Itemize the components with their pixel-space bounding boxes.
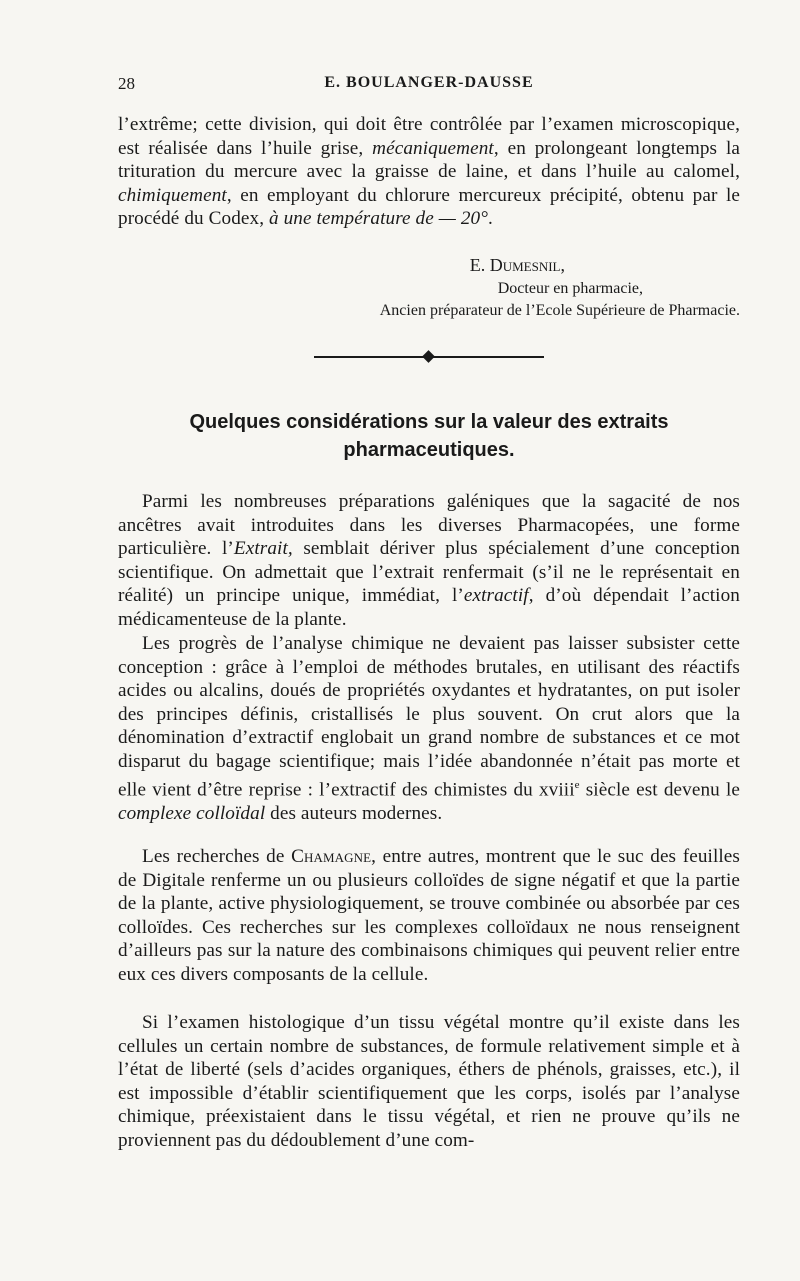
- intro-paragraph: l’extrême; cette division, qui doit être contrôlée par l’examen microscopique, est réalisée dans l’huile grise, mécaniquement, en prolongeant longtemps la trituration du mercure avec la graisse de laine, et dans l’huile au calomel, chimiquement, en employant du chlorure mercureux précipité, obtenu par le procédé du Codex, à une température de — 20°.: [118, 114, 740, 230]
- signature-block: [380, 254, 740, 322]
- author-name: E. Dumesnil,: [469, 255, 565, 275]
- paragraph-4: Si l’examen histologique d’un tissu végétal montre qu’il existe dans les cellules un certain nombre de substances, de formule relativement simple et à l’état de liberté (sels d’acides organiques, éthers de phénols, graisses, etc.), il est impossible d’établir scientifiquement que les corps, isolés par l’analyse chimique, préexistaient dans le tissu végétal, et rien ne prouve qu’ils ne proviennent pas du dédoublement d’une com-: [118, 1012, 740, 1151]
- section-divider: [314, 352, 544, 362]
- page-header: [118, 74, 740, 102]
- author-title: Docteur en pharmacie,: [497, 280, 643, 297]
- paragraph-1: Parmi les nombreuses préparations galéniques que la sagacité de nos ancêtres avait introduites dans les diverses Pharmacopées, une forme particulière. l’Extrait, semblait dériver plus spécialement d’une conception scientifique. On admettait que l’extrait renfermait (s’il ne le représentait en réalité) un principe unique, immédiat, l’extractif, d’où dépendait l’action médicamenteuse de la plante.: [118, 491, 741, 630]
- paragraph-3: Les recherches de Chamagne, entre autres, montrent que le suc des feuilles de Digitale renferme un ou plusieurs colloïdes de signe négatif et que la partie de la plante, active physiologiquement, se trouve combinée ou absorbée par ces colloïdes. Ces recherches sur les complexes colloïdaux ne nous renseignent d’ailleurs pas sur la nature des combinaisons chimiques qui peuvent relier entre eux ces divers composants de la cellule.: [118, 846, 740, 985]
- author-affiliation: Ancien préparateur de l’Ecole Supérieure de Pharmacie.: [379, 302, 740, 319]
- running-title: E. BOULANGER-DAUSSE: [324, 74, 534, 91]
- page-number: 28: [118, 74, 135, 93]
- divider-diamond-icon: [422, 350, 435, 363]
- author-reference: Chamagne: [291, 846, 372, 867]
- article-title: Quelques considérations sur la valeur des extraits pharmaceutiques.: [189, 411, 669, 461]
- paragraph-2: Les progrès de l’analyse chimique ne devaient pas laisser subsister cette conception : grâce à l’emploi de méthodes brutales, en utilisant des réactifs acides ou alcalins, doués de propriétés oxydantes et hydratantes, on put isoler des principes définis, cristallisés le plus souvent. On crut alors que la dénomination d’extractif englobait un grand nombre de substances et ce mot disparut du bagage scientifique; mais l’idée abandonnée n’était pas morte et elle vient d’être reprise : l’extractif des chimistes du xviii$^e$ siècle est devenu le complexe colloïdal des auteurs modernes.: [118, 633, 740, 824]
